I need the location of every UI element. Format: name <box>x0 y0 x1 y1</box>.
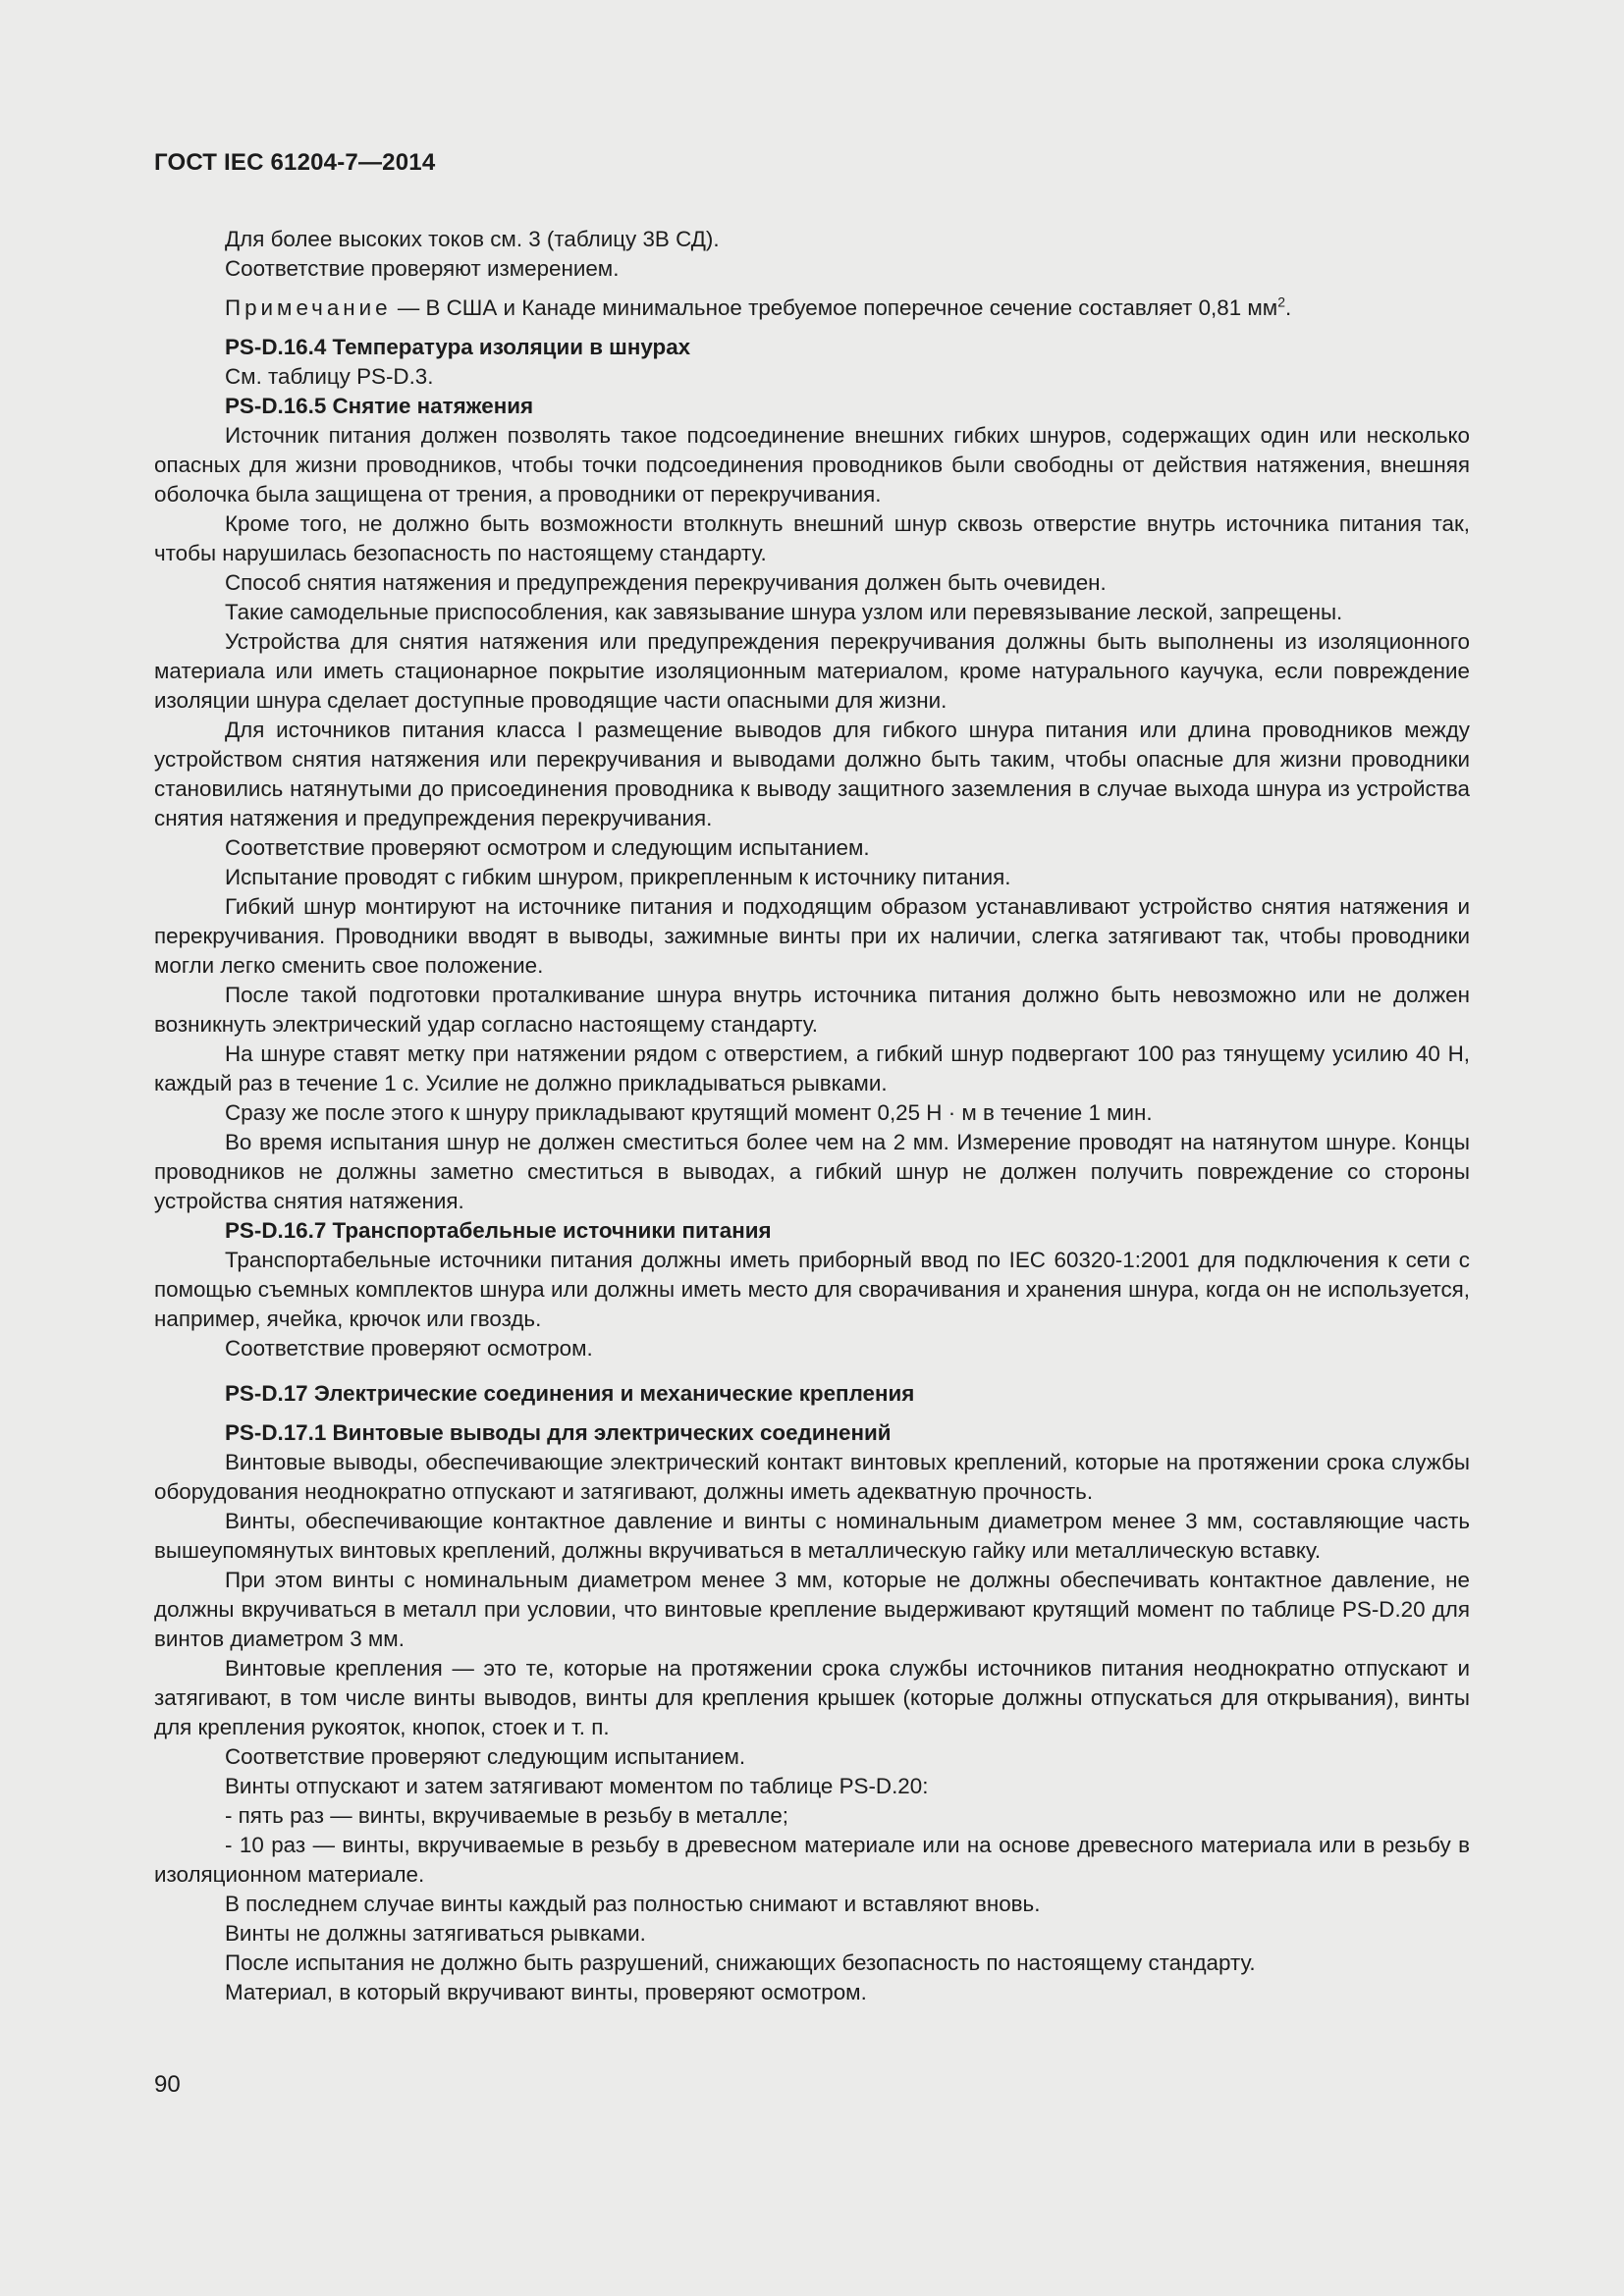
paragraph: См. таблицу PS-D.3. <box>225 364 434 389</box>
note-label: Примечание <box>225 295 392 320</box>
paragraph: Кроме того, не должно быть возможности втолкнуть внешний шнур сквозь отверстие внутрь источника питания так, чтобы нарушилась безопасность по настоящему стандарту. <box>154 511 1470 565</box>
document-header: ГОСТ IEC 61204-7—2014 <box>154 149 436 176</box>
paragraph: Транспортабельные источники питания должны иметь приборный ввод по IEC 60320-1:2001 для подключения к сети с помощью съемных комплектов шнура или должны иметь место для сворачивания и хранения шнура, когда он не используется, например, ячейка, крючок или гвоздь. <box>154 1248 1470 1331</box>
paragraph: Такие самодельные приспособления, как завязывание шнура узлом или перевязывание леской, запрещены. <box>225 600 1343 624</box>
paragraph: Устройства для снятия натяжения или предупреждения перекручивания должны быть выполнены из изоляционного материала или иметь стационарное покрытие изоляционным материалом, кроме натурального каучука, если повреждение изоляции шнура сделает доступные проводящие части опасными для жизни. <box>154 629 1470 713</box>
paragraph: Гибкий шнур монтируют на источнике питания и подходящим образом устанавливают устройство снятия натяжения и перекручивания. Проводники вводят в выводы, зажимные винты при их наличии, слегка затягивают так, чтобы проводники могли легко сменить свое положение. <box>154 894 1470 978</box>
list-item: - 10 раз — винты, вкручиваемые в резьбу в древесном материале или на основе древесного материала или в резьбу в изоляционном материале. <box>154 1833 1470 1887</box>
section-heading-16-4: PS-D.16.4 Температура изоляции в шнурах <box>225 335 691 359</box>
paragraph: На шнуре ставят метку при натяжении рядом с отверстием, а гибкий шнур подвергают 100 раз тянущему усилию 40 Н, каждый раз в течение 1 с. Усилие не должно прикладываться рывками. <box>154 1041 1470 1095</box>
section-heading-17: PS-D.17 Электрические соединения и механические крепления <box>225 1381 915 1406</box>
paragraph: Винтовые крепления — это те, которые на протяжении срока службы источников питания неоднократно отпускают и затягивают, в том числе винты выводов, винты для крепления крышек (которые должны отпускаться для открывания), винты для крепления рукояток, кнопок, стоек и т. п. <box>154 1656 1470 1739</box>
paragraph: Соответствие проверяют осмотром. <box>225 1336 593 1361</box>
section-heading-16-7: PS-D.16.7 Транспортабельные источники питания <box>225 1218 772 1243</box>
page-number: 90 <box>154 2071 181 2098</box>
paragraph: Винты не должны затягиваться рывками. <box>225 1921 646 1946</box>
paragraph: Материал, в который вкручивают винты, проверяют осмотром. <box>225 1980 867 2004</box>
paragraph: Сразу же после этого к шнуру прикладывают крутящий момент 0,25 Н · м в течение 1 мин. <box>225 1100 1153 1125</box>
paragraph: Винты отпускают и затем затягивают моментом по таблице PS-D.20: <box>225 1774 929 1798</box>
document-body <box>154 225 1470 2007</box>
paragraph: Испытание проводят с гибким шнуром, прикрепленным к источнику питания. <box>225 865 1011 889</box>
paragraph: Соответствие проверяют следующим испытанием. <box>225 1744 746 1769</box>
paragraph: Способ снятия натяжения и предупреждения перекручивания должен быть очевиден. <box>225 570 1107 595</box>
note-text: В США и Канаде минимальное требуемое поперечное сечение составляет 0,81 мм <box>425 295 1278 320</box>
note <box>154 294 1470 323</box>
paragraph: Во время испытания шнур не должен сместиться более чем на 2 мм. Измерение проводят на натянутом шнуре. Концы проводников не должны заметно сместиться в выводах, а гибкий шнур не должен получить повреждение со стороны устройства снятия натяжения. <box>154 1130 1470 1213</box>
paragraph: Для источников питания класса I размещение выводов для гибкого шнура питания или длина проводников между устройством снятия натяжения или перекручивания и выводами должно быть таким, чтобы опасные для жизни проводники становились натянутыми до присоединения проводника к выводу защитного заземления в случае выхода шнура из устройства снятия натяжения и предупреждения перекручивания. <box>154 718 1470 830</box>
note-superscript: 2 <box>1277 294 1285 310</box>
section-heading-17-1: PS-D.17.1 Винтовые выводы для электрических соединений <box>225 1420 892 1445</box>
paragraph: Для более высоких токов см. 3 (таблицу 3В СД). <box>225 227 720 251</box>
paragraph: Винтовые выводы, обеспечивающие электрический контакт винтовых креплений, которые на протяжении срока службы оборудования неоднократно отпускают и затягивают, должны иметь адекватную прочность. <box>154 1450 1470 1504</box>
paragraph: Соответствие проверяют измерением. <box>225 256 620 281</box>
paragraph: После такой подготовки проталкивание шнура внутрь источника питания должно быть невозможно или не должен возникнуть электрический удар согласно настоящему стандарту. <box>154 983 1470 1037</box>
note-end: . <box>1284 295 1292 320</box>
list-item: - пять раз — винты, вкручиваемые в резьбу в металле; <box>225 1803 789 1828</box>
paragraph: Источник питания должен позволять такое подсоединение внешних гибких шнуров, содержащих один или несколько опасных для жизни проводников, чтобы точки подсоединения проводников были свободны от действия натяжения, внешняя оболочка была защищена от трения, а проводники от перекручивания. <box>154 423 1470 507</box>
paragraph: Соответствие проверяют осмотром и следующим испытанием. <box>225 835 870 860</box>
paragraph: После испытания не должно быть разрушений, снижающих безопасность по настоящему стандарту. <box>225 1950 1256 1975</box>
note-dash: — <box>397 295 420 320</box>
paragraph: Винты, обеспечивающие контактное давление и винты с номинальным диаметром менее 3 мм, составляющие часть вышеупомянутых винтовых креплений, должны вкручиваться в металлическую гайку или металлическую вставку. <box>154 1509 1470 1563</box>
paragraph: При этом винты с номинальным диаметром менее 3 мм, которые не должны обеспечивать контактное давление, не должны вкручиваться в металл при условии, что винтовые крепление выдерживают крутящий момент по таблице PS-D.20 для винтов диаметром 3 мм. <box>154 1568 1470 1651</box>
paragraph: В последнем случае винты каждый раз полностью снимают и вставляют вновь. <box>225 1892 1041 1916</box>
section-heading-16-5: PS-D.16.5 Снятие натяжения <box>225 394 534 418</box>
